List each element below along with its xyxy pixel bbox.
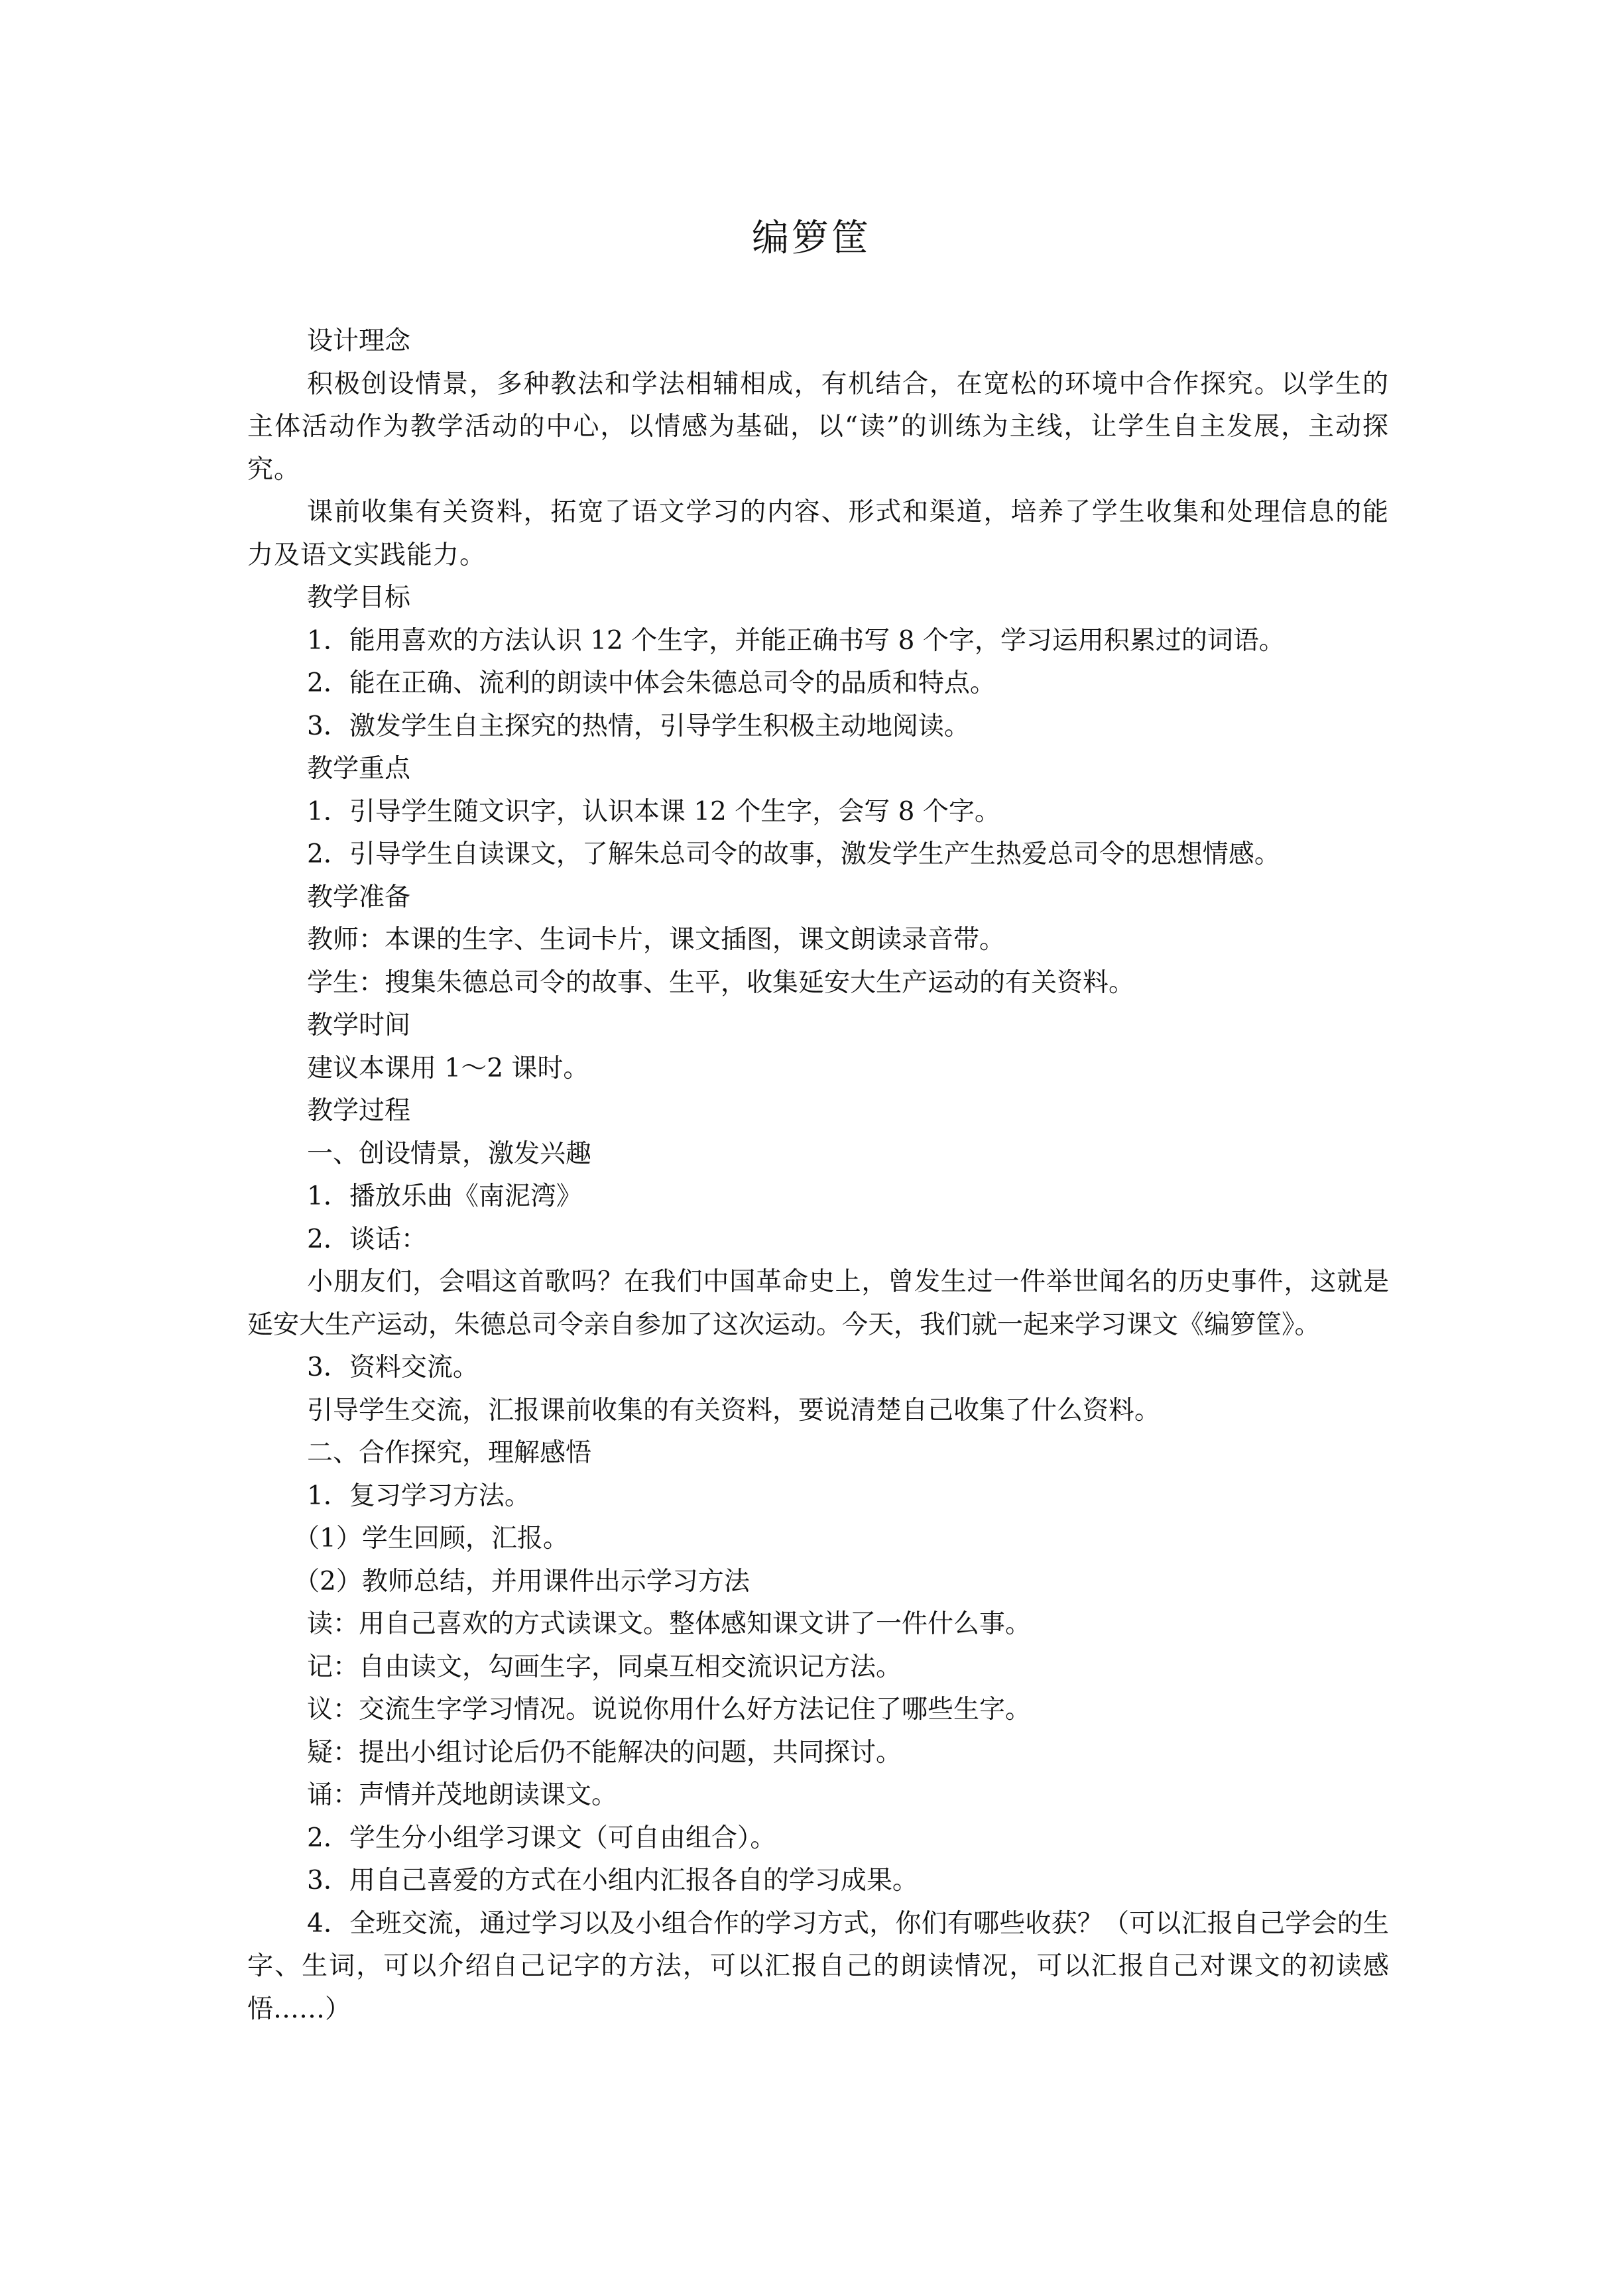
paragraph: 小朋友们，会唱这首歌吗？在我们中国革命史上，曾发生过一件举世闻名的历史事件，这就是延安大生产运动，朱德总司令亲自参加了这次运动。今天，我们就一起来学习课文《编箩筐》。 <box>247 1267 1389 1340</box>
section-heading-teaching-preparation: 教学准备 <box>307 882 411 912</box>
method-item: 记：自由读文，勾画生字，同桌互相交流识记方法。 <box>307 1652 902 1682</box>
method-item: 诵：声情并茂地朗读课文。 <box>307 1780 618 1810</box>
paragraph: 建议本课用 1～2 课时。 <box>307 1053 589 1083</box>
list-item: 3．激发学生自主探究的热情，引导学生积极主动地阅读。 <box>307 711 970 741</box>
section-heading-teaching-time: 教学时间 <box>307 1010 411 1040</box>
list-item: （2）教师总结，并用课件出示学习方法 <box>294 1566 750 1597</box>
paragraph: 引导学生交流，汇报课前收集的有关资料，要说清楚自己收集了什么资料。 <box>307 1395 1161 1425</box>
list-item: 1．复习学习方法。 <box>307 1480 530 1511</box>
list-item: 2．能在正确、流利的朗读中体会朱德总司令的品质和特点。 <box>307 668 996 698</box>
paragraph: 教师：本课的生字、生词卡片，课文插图，课文朗读录音带。 <box>307 925 1006 955</box>
subsection-heading: 二、合作探究，理解感悟 <box>307 1438 592 1468</box>
paragraph: 课前收集有关资料，拓宽了语文学习的内容、形式和渠道，培养了学生收集和处理信息的能力及语文实践能力。 <box>247 497 1389 570</box>
method-item: 议：交流生字学习情况。说说你用什么好方法记住了哪些生字。 <box>307 1695 1032 1724</box>
paragraph: 学生：搜集朱德总司令的故事、生平，收集延安大生产运动的有关资料。 <box>307 967 1135 998</box>
list-item: 1．播放乐曲《南泥湾》 <box>307 1181 582 1211</box>
section-heading-teaching-process: 教学过程 <box>307 1096 411 1126</box>
method-item: 疑：提出小组讨论后仍不能解决的问题，共同探讨。 <box>307 1737 902 1768</box>
list-item: （1）学生回顾，汇报。 <box>294 1524 569 1553</box>
list-item: 2．学生分小组学习课文（可自由组合）。 <box>307 1823 776 1853</box>
list-item: 2．谈话： <box>307 1224 427 1254</box>
list-item: 1．能用喜欢的方法认识 12 个生字，并能正确书写 8 个字，学习运用积累过的词语。 <box>307 625 1285 656</box>
paragraph: 积极创设情景，多种教法和学法相辅相成，有机结合，在宽松的环境中合作探究。以学生的主体活动作为教学活动的中心，以情感为基础，以“读”的训练为主线，让学生自主发展，主动探究。 <box>247 369 1389 485</box>
subsection-heading: 一、创设情景，激发兴趣 <box>307 1138 592 1169</box>
method-item: 读：用自己喜欢的方式读课文。整体感知课文讲了一件什么事。 <box>307 1609 1032 1639</box>
list-item: 4．全班交流，通过学习以及小组合作的学习方式，你们有哪些收获？（可以汇报自己学会的生字、生词，可以介绍自己记字的方法，可以汇报自己的朗读情况，可以汇报自己对课文的初读感悟……） <box>247 1908 1389 2024</box>
list-item: 3．资料交流。 <box>307 1353 479 1382</box>
list-item: 2．引导学生自读课文，了解朱总司令的故事，激发学生产生热爱总司令的思想情感。 <box>307 839 1280 869</box>
document-title: 编箩筐 <box>752 217 871 260</box>
list-item: 3．用自己喜爱的方式在小组内汇报各自的学习成果。 <box>307 1866 918 1896</box>
list-item: 1．引导学生随文识字，认识本课 12 个生字，会写 8 个字。 <box>307 796 1000 827</box>
section-heading-teaching-goals: 教学目标 <box>307 583 411 613</box>
section-heading-teaching-focus: 教学重点 <box>307 754 411 784</box>
document-body <box>247 320 1389 2031</box>
section-heading-design-concept: 设计理念 <box>307 326 411 356</box>
